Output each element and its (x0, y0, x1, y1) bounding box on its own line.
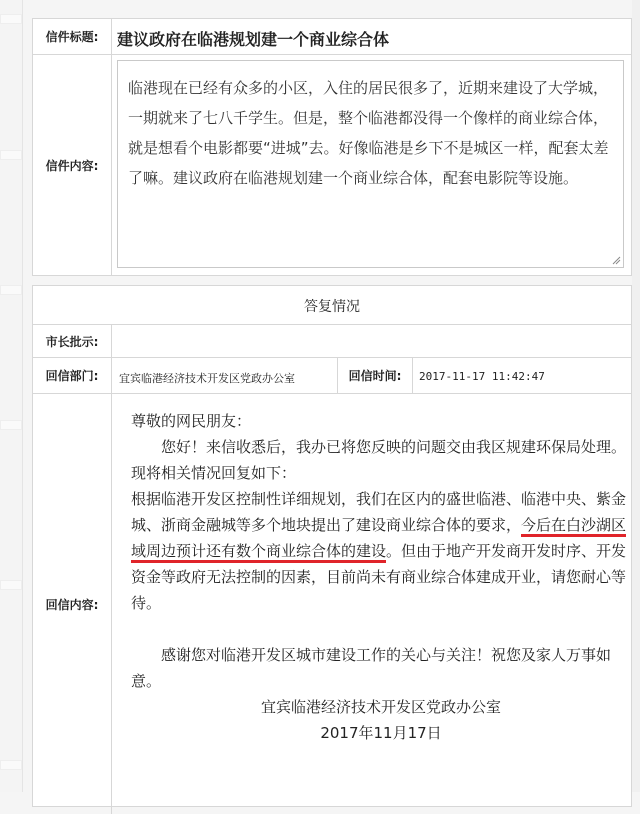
dept-value: 宜宾临港经济技术开发区党政办公室 (119, 372, 295, 385)
reply-paragraph-1-text: 您好！来信收悉后，我办已将您反映的问题交由我区规建环保局处理。现将相关情况回复如下： (131, 438, 627, 482)
reply-paragraph-2 (131, 486, 631, 616)
reply-content-body (131, 408, 631, 746)
signature-date: 2017年11月17日 (320, 724, 442, 742)
right-decoration-strip (632, 0, 640, 792)
time-label: 回信时间: (338, 358, 413, 393)
letter-content-text: 临港现在已经有众多的小区，入住的居民很多了，近期来建设了大学城，一期就来了七八千学生。但是，整个临港都没得一个像样的商业综合体，就是想看个电影都要“进城”去。好像临港是乡下不是城区一样，配套太差了嘛。建议政府在临港规划建一个商业综合体，配套电影院等设施。 (128, 79, 609, 187)
highlighted-text-2: 域周边预计还有数个商业综合体的建设 (131, 542, 386, 563)
mayor-value (119, 334, 619, 352)
reply-paragraph-2-start: 根据临港开发区控制性详细规划，我们在区内的盛世临港、临港中央、紫金城、浙商金融城等多个地块提出了建设商业综合体的要求， (131, 490, 627, 534)
signature-org: 宜宾临港经济技术开发区党政办公室 (260, 698, 501, 716)
highlighted-text-1: 今后在白沙湖区 (521, 516, 626, 537)
reply-paragraph-2-end: 。但由于地产开发商开发时序、开发资金等政府无法控制的因素，目前尚未有商业综合体建成开业，请您耐心等待。 (131, 542, 627, 612)
reply-heading: 答复情况 (304, 299, 360, 315)
left-decoration-strip (0, 0, 23, 792)
reply-greeting: 尊敬的网民朋友： (131, 412, 252, 430)
letter-subject: 建议政府在临港规划建一个商业综合体 (117, 30, 390, 49)
letter-content-textarea[interactable] (117, 60, 624, 268)
letter-panel (32, 18, 632, 276)
reply-content-label: 回信内容: (33, 394, 112, 814)
mayor-label: 市长批示: (33, 325, 112, 357)
reply-paragraph-3 (131, 642, 631, 694)
reply-paragraph-1 (131, 434, 631, 486)
reply-paragraph-3-text: 感谢您对临港开发区城市建设工作的关心与关注！祝您及家人万事如意。 (131, 646, 612, 690)
subject-label: 信件标题: (33, 19, 112, 54)
dept-label: 回信部门: (33, 358, 112, 393)
resize-grip-icon[interactable] (611, 255, 621, 265)
content-label: 信件内容: (33, 55, 112, 275)
time-value: 2017-11-17 11:42:47 (419, 370, 545, 383)
